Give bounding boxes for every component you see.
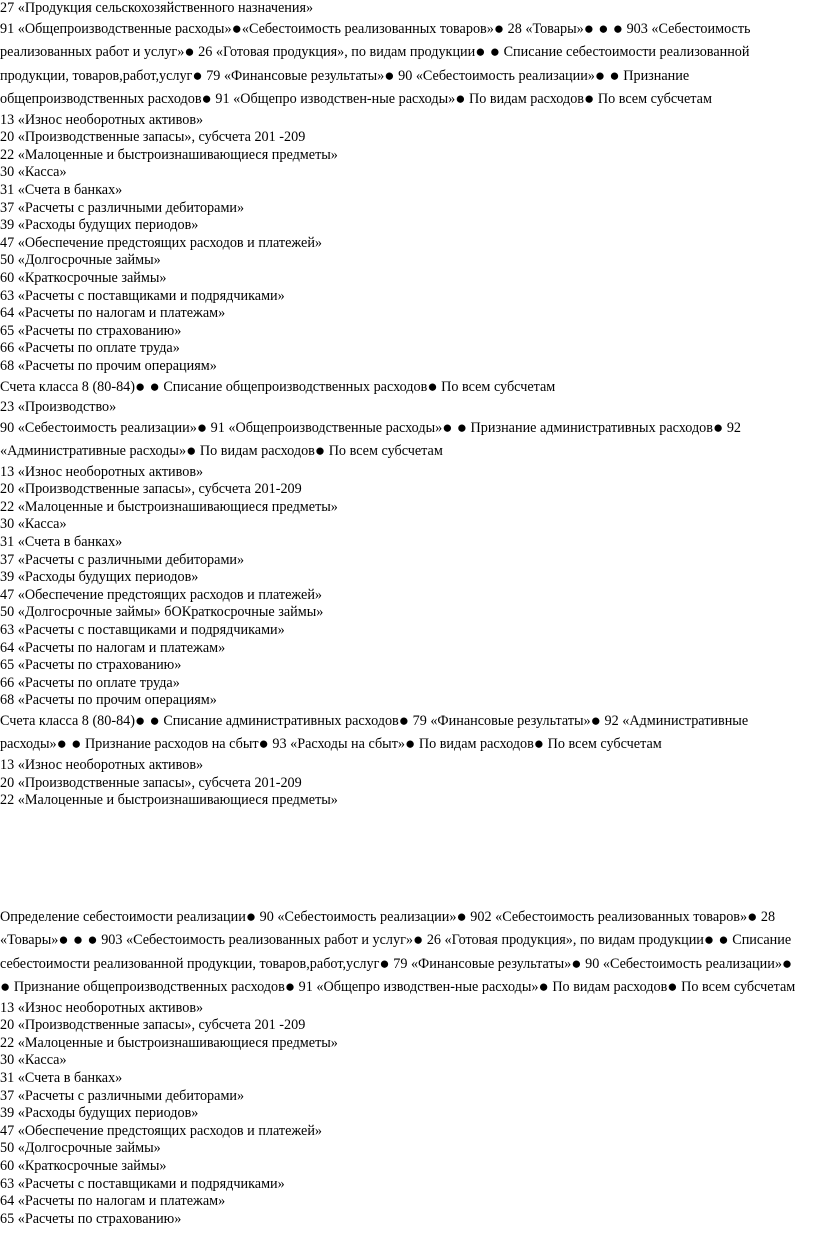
list-item: 65 «Расчеты по страхованию» xyxy=(0,657,182,674)
text-segment: 79 «Финансовые результаты» xyxy=(202,67,385,84)
bullet-icon: ● xyxy=(196,417,208,437)
bullet-icon: ● xyxy=(192,65,203,85)
text-segment: 90 «Себестоимость реализации» xyxy=(581,955,782,972)
text-segment: 91 «Общепро изводствен-ные расходы» xyxy=(211,91,456,108)
list-item: 66 «Расчеты по оплате труда» xyxy=(0,674,180,691)
list-item: 64 «Расчеты по налогам и платежам» xyxy=(0,305,226,322)
text-segment: Счета класса 8 (80-84) xyxy=(0,378,135,395)
bullet-icon: ● ● xyxy=(135,376,160,396)
list-item: 22 «Малоценные и быстроизнашивающиеся предметы» xyxy=(0,498,338,515)
bullet-icon: ● xyxy=(590,710,601,730)
bullet-icon: ● xyxy=(186,441,197,461)
bullet-icon: ● xyxy=(427,376,438,396)
text-segment: Признание расходов на сбыт xyxy=(81,736,259,753)
list-item: 68 «Расчеты по прочим операциям» xyxy=(0,692,217,709)
account-list-3 xyxy=(0,757,804,810)
list-item: 20 «Производственные запасы», субсчета 201 -209 xyxy=(0,129,306,146)
list-item: 13 «Износ необоротных активов» xyxy=(0,463,204,480)
text-segment: По всем субсчетам xyxy=(594,91,712,108)
list-item: 50 «Долгосрочные займы» xyxy=(0,1140,161,1157)
bullet-icon: ● xyxy=(314,441,326,461)
paragraph-selling-expenses xyxy=(0,710,804,757)
text-segment: 90 «Себестоимость реализации» xyxy=(256,908,457,925)
list-item: 30 «Касса» xyxy=(0,164,67,181)
bullet-icon: ● xyxy=(379,953,390,973)
list-item: 31 «Счета в банках» xyxy=(0,181,123,198)
bullet-icon: ● xyxy=(571,953,582,973)
text-segment: По всем субсчетам xyxy=(325,443,443,460)
text-segment: 26 «Готовая продукция», по видам продукции xyxy=(194,44,476,61)
text-segment: По всем субсчетам xyxy=(544,736,662,753)
list-item: 47 «Обеспечение предстоящих расходов и платежей» xyxy=(0,586,323,603)
text-segment: Признание общепроизводственных расходов xyxy=(0,67,690,108)
text-segment: 91 «Общепроизводственные расходы» xyxy=(0,20,232,37)
list-item: 64 «Расчеты по налогам и платежам» xyxy=(0,639,226,656)
bullet-icon: ● xyxy=(184,42,195,62)
text-line: 27 «Продукция сельскохозяйственного назначения» xyxy=(0,0,314,16)
list-item: 13 «Износ необоротных активов» xyxy=(0,756,204,773)
bullet-icon: ● ● xyxy=(594,65,620,85)
text-segment: 90 «Себестоимость реализации» xyxy=(0,419,197,436)
paragraph-cost-of-sales-1 xyxy=(0,18,804,112)
bullet-icon: ● xyxy=(667,977,678,997)
bullet-icon: ● xyxy=(747,906,758,926)
bullet-icon: ● xyxy=(493,18,505,38)
text-segment: По видам расходов xyxy=(548,979,668,996)
list-item: 13 «Износ необоротных активов» xyxy=(0,111,204,128)
list-item: 64 «Расчеты по налогам и платежам» xyxy=(0,1193,226,1210)
list-item: 47 «Обеспечение предстоящих расходов и платежей» xyxy=(0,1122,323,1139)
bullet-icon: ● xyxy=(284,977,296,997)
list-item: 30 «Касса» xyxy=(0,1052,67,1069)
bullet-icon: ● ● xyxy=(475,42,501,62)
text-segment: «Себестоимость реализованных товаров» xyxy=(241,20,494,37)
bullet-icon: ● ● xyxy=(56,734,82,754)
list-item: 39 «Расходы будущих периодов» xyxy=(0,1105,199,1122)
text-segment: По всем субсчетам xyxy=(437,378,556,395)
list-item: 47 «Обеспечение предстоящих расходов и платежей» xyxy=(0,234,323,251)
text-segment: 26 «Готовая продукция», по видам продукции xyxy=(423,932,704,949)
text-segment: 91 «Общепроизводственные расходы» xyxy=(207,419,443,436)
text-segment: Списание себестоимости реализованной продукции, товаров,работ,услуг xyxy=(0,932,792,972)
list-item: 63 «Расчеты с поставщиками и подрядчиками» xyxy=(0,287,285,304)
list-item: 65 «Расчеты по страхованию» xyxy=(0,1210,182,1227)
list-item: 68 «Расчеты по прочим операциям» xyxy=(0,357,217,374)
page-gap xyxy=(0,810,804,906)
paragraph-overhead-writeoff xyxy=(0,376,804,400)
bullet-icon: ● ● xyxy=(135,710,160,730)
list-item: 60 «Краткосрочные займы» xyxy=(0,1158,167,1175)
text-segment: Списание административных расходов xyxy=(159,712,399,729)
account-list-2 xyxy=(0,464,804,710)
bullet-icon: ● xyxy=(398,710,410,730)
text-segment: По видам расходов xyxy=(196,443,315,460)
list-item: 65 «Расчеты по страхованию» xyxy=(0,322,182,339)
list-item: 50 «Долгосрочные займы» бОКраткосрочные займы» xyxy=(0,604,324,621)
list-item: 37 «Расчеты с различными дебиторами» xyxy=(0,1087,245,1104)
list-item: 22 «Малоценные и быстроизнашивающиеся предметы» xyxy=(0,792,338,809)
bullet-icon: ● xyxy=(201,89,212,109)
list-item: 22 «Малоценные и быстроизнашивающиеся предметы» xyxy=(0,146,338,163)
text-segment: 92 «Административные расходы» xyxy=(0,712,749,753)
list-item: 22 «Малоценные и быстроизнашивающиеся предметы» xyxy=(0,1034,338,1051)
text-segment: Списание общепроизводственных расходов xyxy=(159,378,428,395)
list-item: 60 «Краткосрочные займы» xyxy=(0,269,167,286)
text-segment: По всем субсчетам xyxy=(677,979,796,996)
text-segment: 93 «Расходы на сбыт» xyxy=(268,736,405,753)
bullet-icon: ● ● xyxy=(703,930,729,950)
text-segment: 903 «Себестоимость реализованных работ и услуг» xyxy=(97,932,413,949)
list-item: 37 «Расчеты с различными дебиторами» xyxy=(0,551,245,568)
text-segment: 79 «Финансовые результаты» xyxy=(389,955,572,972)
account-list-1 xyxy=(0,112,804,376)
bullet-icon: ● ● xyxy=(0,953,793,997)
text-segment: Списание себестоимости реализованной продукции, товаров,работ,услуг xyxy=(0,44,750,84)
bullet-icon: ● xyxy=(231,18,242,38)
list-item: 39 «Расходы будущих периодов» xyxy=(0,569,199,586)
bullet-icon: ● xyxy=(384,65,395,85)
text-segment: 90 «Себестоимость реализации» xyxy=(394,67,595,84)
text-segment: 91 «Общепро изводствен-ные расходы» xyxy=(295,979,539,996)
bullet-icon: ● xyxy=(533,734,545,754)
list-item: 20 «Производственные запасы», субсчета 201 -209 xyxy=(0,1017,306,1034)
list-item: 20 «Производственные запасы», субсчета 201-209 xyxy=(0,481,302,498)
text-segment: 903 «Себестоимость реализованных работ и услуг» xyxy=(0,20,751,61)
text-segment: 79 «Финансовые результаты» xyxy=(409,712,591,729)
text-segment: 28 «Товары» xyxy=(504,20,584,37)
bullet-icon: ● ● ● xyxy=(58,930,98,950)
list-item: 30 «Касса» xyxy=(0,516,67,533)
bullet-icon: ● ● xyxy=(442,417,467,437)
paragraph-admin-expenses xyxy=(0,417,804,464)
text-segment: Счета класса 8 (80-84) xyxy=(0,712,135,729)
bullet-icon: ● xyxy=(456,906,467,926)
bullet-icon: ● xyxy=(455,89,466,109)
list-item: 66 «Расчеты по оплате труда» xyxy=(0,340,180,357)
list-item: 63 «Расчеты с поставщиками и подрядчиками» xyxy=(0,1175,285,1192)
text-segment: Признание административных расходов xyxy=(467,419,713,436)
text-segment: Признание общепроизводственных расходов xyxy=(10,979,285,996)
text-segment: По видам расходов xyxy=(415,736,534,753)
list-item: 63 «Расчеты с поставщиками и подрядчиками» xyxy=(0,621,285,638)
list-item: 50 «Долгосрочные займы» xyxy=(0,252,161,269)
text-line-production: 23 «Производство» xyxy=(0,399,117,415)
text-segment: По видам расходов xyxy=(465,91,584,108)
list-item: 39 «Расходы будущих периодов» xyxy=(0,217,199,234)
list-item: 20 «Производственные запасы», субсчета 201-209 xyxy=(0,774,302,791)
text-segment: 28 «Товары» xyxy=(0,908,776,949)
account-list-4 xyxy=(0,1000,804,1229)
text-segment: 902 «Себестоимость реализованных товаров» xyxy=(466,908,748,925)
bullet-icon: ● xyxy=(258,734,269,754)
list-item: 37 «Расчеты с различными дебиторами» xyxy=(0,199,245,216)
bullet-icon: ● xyxy=(412,930,424,950)
bullet-icon: ● xyxy=(712,417,724,437)
list-item: 31 «Счета в банках» xyxy=(0,533,123,550)
list-item: 31 «Счета в банках» xyxy=(0,1070,123,1087)
bullet-icon: ● xyxy=(245,906,257,926)
text-segment: Определение себестоимости реализации xyxy=(0,908,246,925)
bullet-icon: ● xyxy=(405,734,416,754)
bullet-icon: ● xyxy=(584,89,595,109)
text-segment: 92 «Административные расходы» xyxy=(0,419,741,460)
list-item: 13 «Износ необоротных активов» xyxy=(0,999,204,1016)
bullet-icon: ● ● ● xyxy=(583,18,624,38)
bullet-icon: ● xyxy=(538,977,549,997)
paragraph-cost-of-sales-2 xyxy=(0,906,804,1000)
